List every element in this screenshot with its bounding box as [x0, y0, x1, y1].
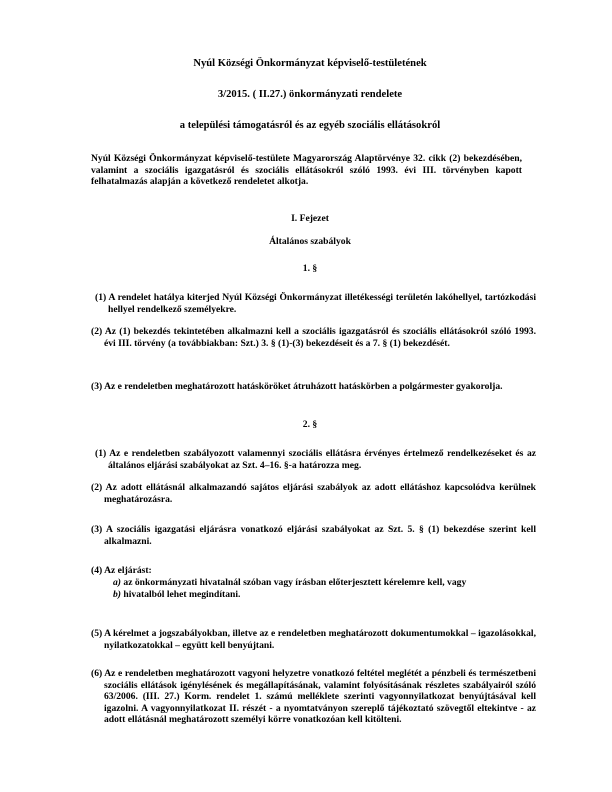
sub-item-letter: a)	[113, 577, 121, 588]
section-2-sub-item-a	[113, 577, 533, 589]
section-2-paragraph-4	[91, 565, 523, 577]
title-line-2: 3/2015. ( II.27.) önkormányzati rendelete	[217, 89, 403, 100]
title-line-1: Nyúl Községi Önkormányzat képviselő-testületének	[193, 58, 427, 69]
paragraph-number: (1)	[95, 448, 107, 459]
section-1-paragraph-2	[91, 326, 536, 349]
sub-item-letter: b)	[113, 589, 121, 600]
section-2-paragraph-6	[91, 668, 536, 726]
paragraph-number: (2)	[91, 482, 103, 493]
paragraph-number: (5)	[91, 628, 103, 639]
paragraph-number: (6)	[91, 668, 103, 679]
section-1-heading: 1. §	[302, 263, 318, 274]
chapter-number: I. Fejezet	[291, 213, 329, 224]
section-2-sub-item-b	[113, 589, 533, 601]
paragraph-text: Az e rendeletben szabályozott valamennyi szociális ellátásra érvényes értelmező rendelkezéseket és az általános eljárási szabályokat az Szt. 4–16. §-a határozza meg.	[108, 448, 536, 471]
paragraph-number: (3)	[91, 381, 103, 392]
paragraph-number: (1)	[95, 292, 107, 303]
paragraph-text: Az eljárást:	[104, 565, 152, 576]
section-2-paragraph-1	[95, 448, 536, 471]
paragraph-text: Az e rendeletben meghatározott hatásköröket átruházott hatáskörben a polgármester gyakorolja.	[104, 381, 503, 392]
section-2-paragraph-3	[91, 524, 536, 547]
sub-item-text: hivatalból lehet megindítani.	[123, 589, 241, 600]
paragraph-number: (2)	[91, 326, 103, 337]
section-2-heading: 2. §	[302, 419, 318, 430]
sub-item-text: az önkormányzati hivatalnál szóban vagy írásban előterjesztett kérelemre kell, vagy	[123, 577, 467, 588]
title-line-3: a települési támogatásról és az egyéb szociális ellátásokról	[179, 120, 441, 131]
paragraph-text: A rendelet hatálya kiterjed Nyúl Községi Önkormányzat illetékességi területén lakóhellyel, tartózkodási hellyel rendelkező személyekre.	[108, 292, 536, 315]
section-2-paragraph-2	[91, 482, 536, 505]
preamble: Nyúl Községi Önkormányzat képviselő-testülete Magyarország Alaptörvénye 32. cikk (2) bekezdésében, valamint a szociális igazgatásról és szociális ellátásokról szóló 1993. évi III. törvényben kapott felhatalmazás alapján a következő rendeletet alkotja.	[91, 153, 522, 187]
paragraph-number: (4)	[91, 565, 103, 576]
section-2-paragraph-5	[91, 628, 536, 651]
paragraph-number: (3)	[91, 524, 103, 535]
paragraph-text: A szociális igazgatási eljárásra vonatkozó eljárási szabályokat az Szt. 5. § (1) bekezdése szerint kell alkalmazni.	[104, 524, 536, 547]
paragraph-text: Az e rendeletben meghatározott vagyoni helyzetre vonatkozó feltétel meglétét a pénzbeli és természetbeni szociális ellátások igénylésének és megállapításának, valamint folyósításának részletes szabályairól szóló 63/2006. (III. 27.) Korm. rendelet 1. számú melléklete szerinti vagyonnyilatkozat benyújtásával kell igazolni. A vagyonnyilatkozat II. részét - a nyomtatványon szereplő tájékoztató szövegtől eltekintve - az adott ellátásnál meghatározott személyi körre vonatkozóan kell kitölteni.	[104, 668, 536, 725]
paragraph-text: A kérelmet a jogszabályokban, illetve az e rendeletben meghatározott dokumentumokkal – igazolásokkal, nyilatkozatokkal – együtt kell benyújtani.	[104, 628, 536, 651]
section-1-paragraph-1	[95, 292, 536, 315]
paragraph-text: Az (1) bekezdés tekintetében alkalmazni kell a szociális igazgatásról és szociális ellátásokról szóló 1993. évi III. törvény (a továbbiakban: Szt.) 3. § (1)-(3) bekezdéseit és a 7. § (1) bekezdését.	[104, 326, 536, 349]
section-1-paragraph-3	[91, 381, 536, 393]
paragraph-text: Az adott ellátásnál alkalmazandó sajátos eljárási szabályok az adott ellátáshoz kapcsolódva kerülnek meghatározásra.	[104, 482, 536, 505]
chapter-title: Általános szabályok	[269, 236, 351, 247]
